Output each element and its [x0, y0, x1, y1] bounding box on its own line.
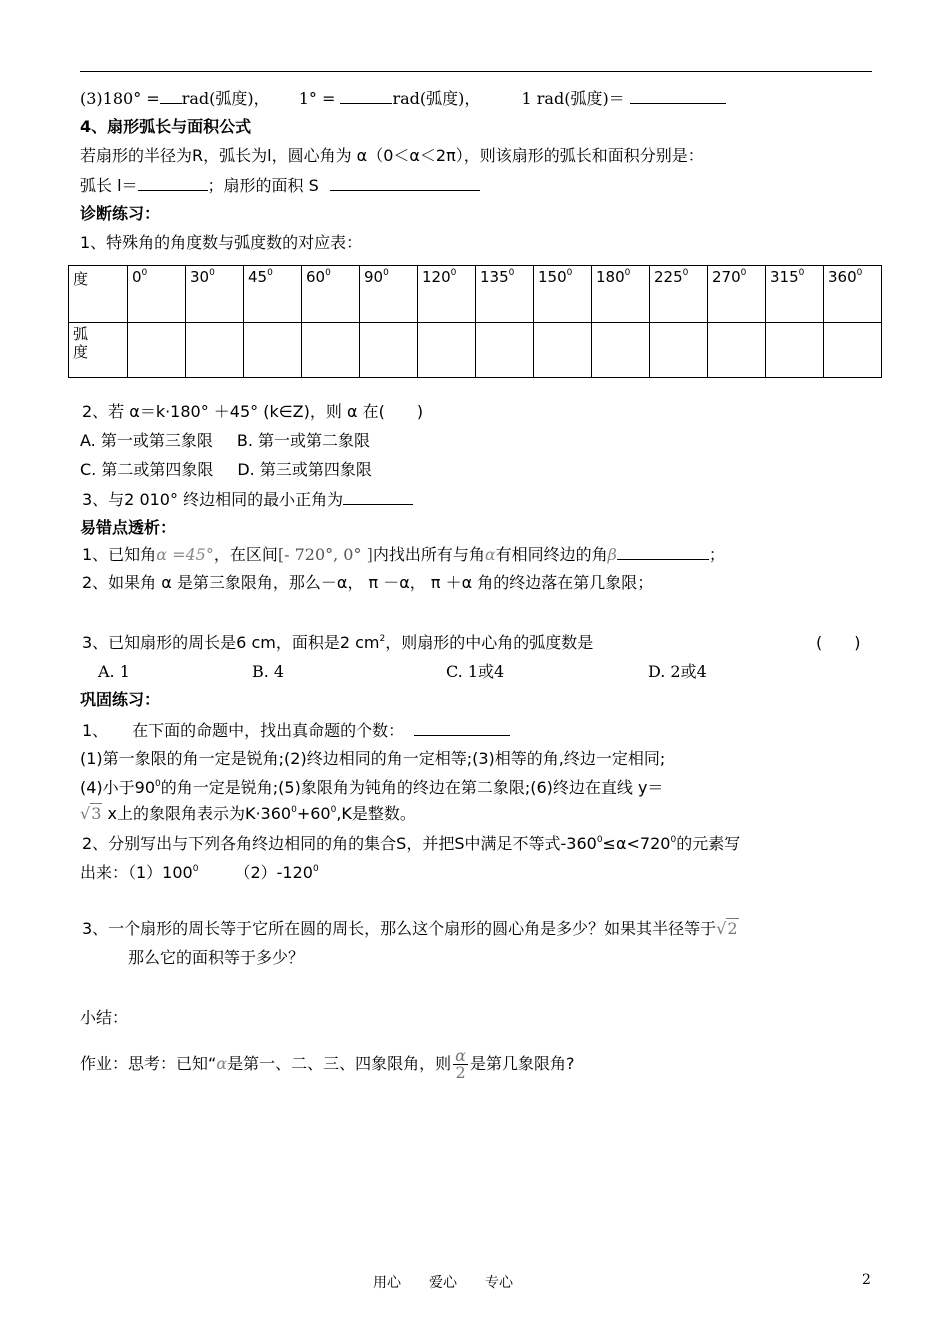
blank-area[interactable]: [330, 175, 480, 191]
degree-sup: 0: [267, 268, 273, 278]
gonggu-title: 巩固练习：: [80, 690, 161, 709]
degree-value: 45: [248, 268, 268, 286]
gonggu-q1-l4c: ,K是整数。: [336, 804, 416, 823]
degree-value: 180: [596, 268, 625, 286]
alpha-symbol: α: [484, 545, 496, 564]
text-1-deg: 1° =: [298, 89, 336, 108]
area-label: ；扇形的面积 S: [207, 176, 319, 195]
gonggu-q1-l4a: x上的象限角表示为K·360: [102, 804, 292, 823]
page-number: 2: [862, 1272, 871, 1288]
degree-sup: 0: [383, 268, 389, 278]
gonggu-q2-l2a: 出来：（1）100: [80, 863, 193, 882]
degree-cell: [766, 266, 824, 323]
degree-value: 60: [306, 268, 326, 286]
homework-a: 作业：思考：已知“: [80, 1054, 217, 1073]
degree-cell: [244, 266, 302, 323]
radian-cell[interactable]: [476, 323, 534, 378]
gonggu-q1: [82, 720, 510, 741]
blank-arc-length[interactable]: [138, 175, 208, 191]
degree-value: 315: [770, 268, 799, 286]
q3-line: [82, 489, 413, 510]
degree-cell: [650, 266, 708, 323]
gonggu-q2-l2: [80, 863, 319, 883]
yicuo-q3-opt-d[interactable]: D. 2或4: [648, 662, 707, 681]
gonggu-q1-l2: (1)第一象限的角一定是锐角;(2)终边相同的角一定相等;(3)相等的角,终边一定相同;: [80, 749, 666, 768]
option-b[interactable]: B. 第一或第二象限: [236, 431, 370, 450]
yicuo-q1-d: 有相同终边的角: [495, 545, 608, 564]
option-a[interactable]: A. 第一或第三象限: [80, 431, 213, 450]
gonggu-q1-text: 1、 在下面的命题中，找出真命题的个数：: [82, 721, 405, 740]
degree-row: [69, 266, 882, 323]
table-intro: 1、特殊角的角度数与弧度数的对应表：: [80, 233, 363, 252]
gonggu-q2-l1: [82, 834, 740, 854]
radian-cell[interactable]: [824, 323, 882, 378]
sqrt-3: √3: [80, 804, 102, 823]
yicuo-q1-c: 内找出所有与角: [372, 545, 485, 564]
radian-row-label: 弧度: [69, 323, 128, 378]
alpha-symbol: α: [216, 1054, 228, 1073]
degree-sup: 0: [141, 268, 148, 278]
sup-0: 0: [330, 804, 337, 815]
degree-sup: 0: [682, 268, 689, 278]
degree-value: 360: [828, 268, 857, 286]
sup-0: 0: [670, 834, 677, 845]
yicuo-q3-a: 3、已知扇形的周长是6 cm，面积是2 cm: [82, 633, 380, 652]
alpha-45-formula: α =45°: [156, 545, 214, 564]
degree-sup: 0: [325, 268, 331, 278]
radian-cell[interactable]: [534, 323, 592, 378]
degree-value: 30: [190, 268, 210, 286]
blank-180[interactable]: [160, 88, 182, 104]
alpha-over-2: $\frac{\alpha}{2}$: [455, 1046, 466, 1082]
gonggu-q1-l4: [80, 804, 416, 824]
yicuo-q3-paren: ( ): [816, 633, 861, 652]
gonggu-q2-l1b: ≤α<720: [602, 834, 671, 853]
radian-cell[interactable]: [128, 323, 186, 378]
sector-stem: 若扇形的半径为R，弧长为l，圆心角为 α（0＜α＜2π），则该扇形的弧长和面积分别是：: [80, 146, 704, 165]
q3-text: 3、与2 010° 终边相同的最小正角为: [82, 490, 344, 509]
top-rule: [80, 71, 872, 72]
yicuo-q1-end: ；: [708, 545, 725, 564]
homework-c: 是第几象限角?: [469, 1054, 575, 1073]
gonggu-q1-l3: [80, 778, 663, 798]
sup-0: 0: [155, 778, 161, 789]
yicuo-title: 易错点透析：: [80, 518, 177, 537]
text-rad-1: rad(弧度)，: [181, 89, 270, 108]
degree-value: 0: [132, 268, 142, 286]
radian-cell[interactable]: [766, 323, 824, 378]
radian-cell[interactable]: [186, 323, 244, 378]
degree-sup: 0: [798, 268, 805, 278]
radian-row: [69, 323, 882, 378]
gonggu-q1-l4b: +60: [296, 804, 331, 823]
yicuo-q3: [82, 633, 593, 653]
degree-value: 150: [538, 268, 567, 286]
homework-b: 是第一、二、三、四象限角，则: [227, 1054, 452, 1073]
yicuo-q3-opt-a[interactable]: A. 1: [98, 662, 130, 681]
degree-sup: 0: [624, 268, 631, 278]
q2-options-1: [80, 431, 370, 451]
option-c[interactable]: C. 第二或第四象限: [80, 460, 214, 479]
degree-value: 120: [422, 268, 451, 286]
q2-options-2: [80, 460, 372, 480]
interval-formula: [- 720°, 0° ]: [277, 545, 373, 564]
degree-row-label: 度: [69, 266, 128, 323]
yicuo-q3-opt-b[interactable]: B. 4: [252, 662, 285, 681]
conversion-line: [80, 88, 726, 109]
blank-yicuo-q1[interactable]: [617, 544, 709, 560]
yicuo-q2: 2、如果角 α 是第三象限角，那么－α， π －α， π ＋α 角的终边落在第几象限；: [82, 573, 654, 592]
degree-value: 225: [654, 268, 683, 286]
blank-q3[interactable]: [343, 489, 413, 505]
degree-cell: [476, 266, 534, 323]
arc-length-label: 弧长 l＝: [80, 176, 138, 195]
degree-cell: [418, 266, 476, 323]
degree-value: 135: [480, 268, 509, 286]
gonggu-q3-l2: 那么它的面积等于多少？: [128, 948, 305, 967]
sup-0: 0: [312, 863, 319, 874]
radian-cell[interactable]: [592, 323, 650, 378]
beta-symbol: β: [607, 545, 617, 564]
degree-value: 270: [712, 268, 741, 286]
blank-1rad[interactable]: [630, 88, 726, 104]
text-rad-2: rad(弧度)，: [392, 89, 481, 108]
degree-cell: [534, 266, 592, 323]
gonggu-q2-l1a: 2、分别写出与下列各角终边相同的角的集合S，并把S中满足不等式-360: [82, 834, 597, 853]
degree-cell: [128, 266, 186, 323]
degree-sup: 0: [856, 268, 863, 278]
degree-cell: [708, 266, 766, 323]
gonggu-q1-l3b: 的角一定是锐角;(5)象限角为钝角的终边在第二象限;(6)终边在直线 y＝: [160, 778, 664, 797]
radian-cell[interactable]: [418, 323, 476, 378]
radian-cell[interactable]: [302, 323, 360, 378]
sqrt-2: √2: [716, 919, 738, 938]
yicuo-q1: [82, 544, 725, 565]
degree-sup: 0: [209, 268, 215, 278]
summary-label: 小结：: [80, 1008, 129, 1027]
text-180-deg: (3)180° =: [80, 89, 160, 108]
sector-answer-line: [80, 175, 480, 196]
yicuo-q1-b: ，在区间: [213, 545, 278, 564]
text-1-rad: 1 rad(弧度)＝: [521, 89, 625, 108]
degree-value: 90: [364, 268, 384, 286]
sup-0: 0: [291, 804, 297, 815]
sup-0: 0: [596, 834, 603, 845]
gonggu-q3-l1: [82, 919, 739, 939]
radian-cell[interactable]: [708, 323, 766, 378]
homework-line: [80, 1048, 574, 1081]
gonggu-q1-l3a: (4)小于90: [80, 778, 156, 797]
gonggu-q3-l1-text: 3、一个扇形的周长等于它所在圆的周长，那么这个扇形的圆心角是多少？如果其半径等于: [82, 919, 717, 938]
degree-sup: 0: [740, 268, 747, 278]
yicuo-q3-opt-c[interactable]: C. 1或4: [446, 662, 505, 681]
yicuo-q1-a: 1、已知角: [82, 545, 157, 564]
blank-1deg[interactable]: [340, 88, 392, 104]
radian-cell[interactable]: [360, 323, 418, 378]
angle-table: [68, 265, 882, 378]
radian-cell[interactable]: [650, 323, 708, 378]
q2-stem: 2、若 α＝k·180° ＋45° (k∈Z)，则 α 在( ): [82, 402, 424, 421]
gonggu-q2-l1c: 的元素写: [676, 834, 741, 853]
degree-cell: [824, 266, 882, 323]
radian-cell[interactable]: [244, 323, 302, 378]
degree-sup: 0: [508, 268, 515, 278]
sup-2: 2: [379, 633, 386, 644]
degree-cell: [186, 266, 244, 323]
degree-sup: 0: [566, 268, 573, 278]
degree-cell: [360, 266, 418, 323]
degree-cell: [592, 266, 650, 323]
degree-cell: [302, 266, 360, 323]
yicuo-q3-b: ，则扇形的中心角的弧度数是: [385, 633, 594, 652]
footer-motto: 用心 爱心 专心: [373, 1275, 513, 1291]
diagnostic-title: 诊断练习：: [80, 204, 161, 223]
gonggu-q2-l2b: （2）-120: [234, 863, 313, 882]
sup-0: 0: [192, 863, 199, 874]
option-d[interactable]: D. 第三或第四象限: [237, 460, 372, 479]
degree-sup: 0: [450, 268, 457, 278]
section-sector-formula: 4、扇形弧长与面积公式: [80, 117, 252, 136]
blank-gonggu-q1[interactable]: [414, 720, 510, 736]
